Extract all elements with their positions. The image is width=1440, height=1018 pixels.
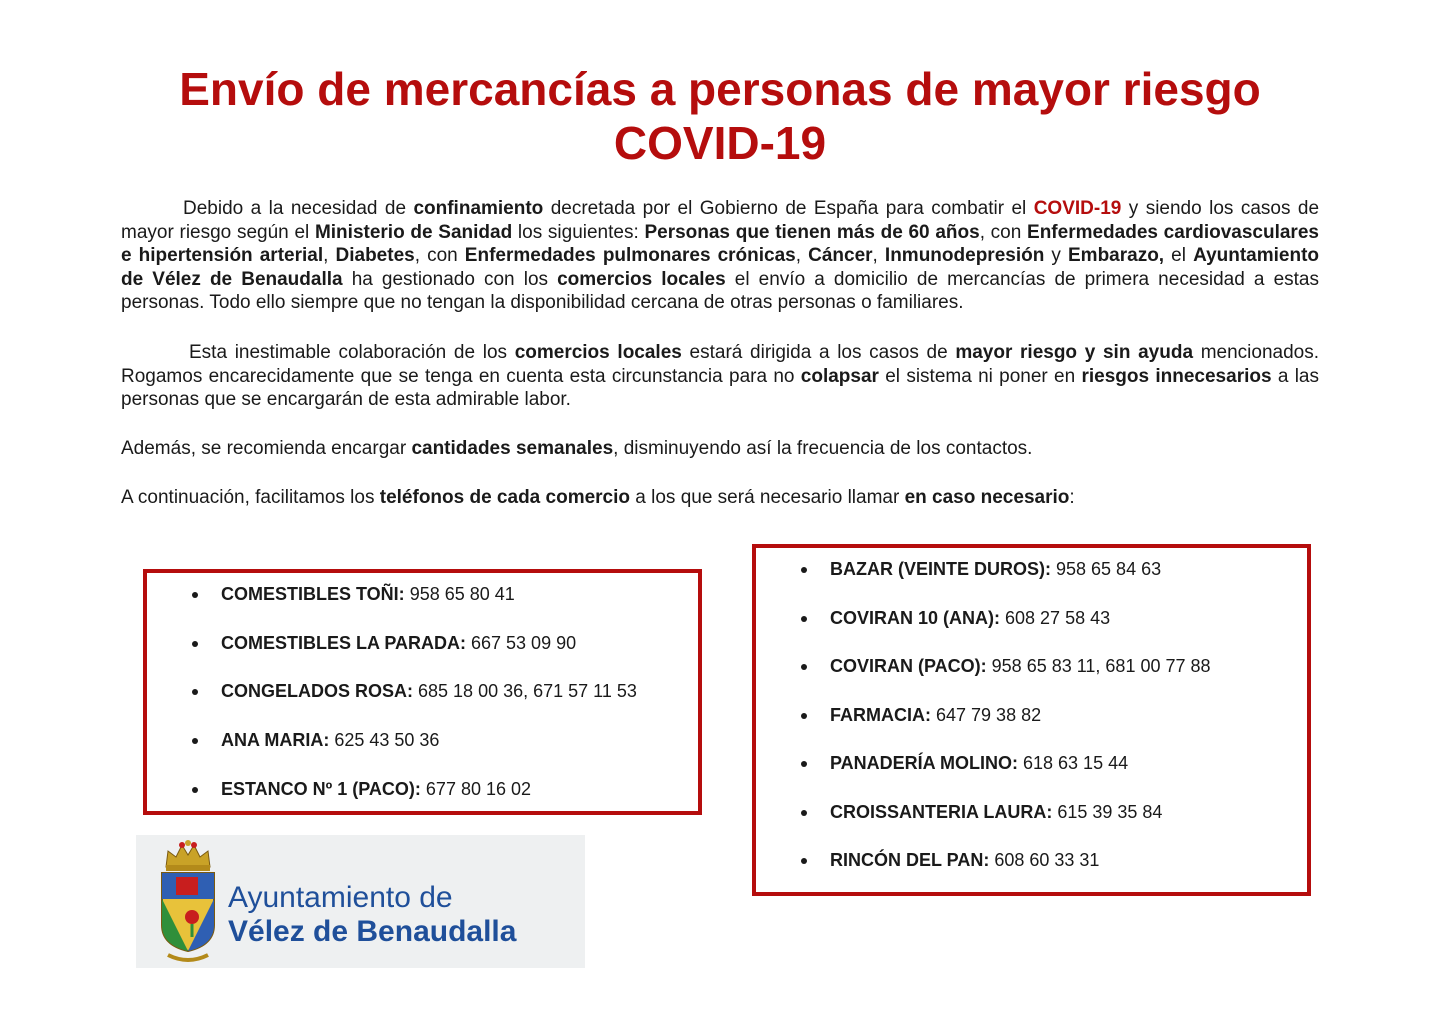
bullet-icon	[192, 738, 198, 744]
paragraph-recommendation: Además, se recomienda encargar cantidades semanales, disminuyendo así la frecuencia de los contactos.	[121, 438, 1033, 459]
bullet-icon	[192, 787, 198, 793]
bullet-icon	[801, 616, 807, 622]
paragraph-collaboration: Esta inestimable colaboración de los comercios locales estará dirigida a los casos de mayor riesgo y sin ayuda mencionados. Rogamos encarecidamente que se tenga en cuenta esta circunstancia para no colapsar el sistema ni poner en riesgos innecesarios a las personas que se encargarán de esta admirable labor.	[121, 342, 1319, 411]
shops-box-left	[143, 569, 702, 815]
list-item: PANADERÍA MOLINO: 618 63 15 44	[830, 752, 1128, 774]
bullet-icon	[192, 689, 198, 695]
list-item: BAZAR (VEINTE DUROS): 958 65 84 63	[830, 558, 1161, 580]
bullet-icon	[801, 858, 807, 864]
list-item: COVIRAN (PACO): 958 65 83 11, 681 00 77 88	[830, 655, 1211, 677]
list-item: ANA MARIA: 625 43 50 36	[221, 729, 439, 751]
bullet-icon	[801, 810, 807, 816]
list-item: COMESTIBLES TOÑI: 958 65 80 41	[221, 583, 515, 605]
list-item: RINCÓN DEL PAN: 608 60 33 31	[830, 849, 1099, 871]
paragraph-intro: Debido a la necesidad de confinamiento decretada por el Gobierno de España para combatir el COVID-19 y siendo los casos de mayor riesgo según el Ministerio de Sanidad los siguientes: Personas que tienen más de 60 años, con Enfermedades cardiovasculares e hipertensión arterial, Diabetes, con Enfermedades pulmonares crónicas, Cáncer, Inmunodepresión y Embarazo, el Ayuntamiento de Vélez de Benaudalla ha gestionado con los comercios locales el envío a domicilio de mercancías de primera necesidad a estas personas. Todo ello siempre que no tengan la disponibilidad cercana de otras personas o familiares.	[121, 198, 1320, 314]
list-item: CONGELADOS ROSA: 685 18 00 36, 671 57 11 53	[221, 680, 637, 702]
page-title	[0, 62, 1440, 170]
coat-of-arms-icon	[158, 839, 218, 965]
title-line-2: COVID-19	[613, 117, 827, 169]
bullet-icon	[192, 641, 198, 647]
bullet-icon	[801, 664, 807, 670]
logo-line-2: Vélez de Benaudalla	[228, 915, 517, 948]
shops-box-right	[752, 544, 1311, 896]
bullet-icon	[801, 567, 807, 573]
list-item: ESTANCO Nº 1 (PACO): 677 80 16 02	[221, 778, 531, 800]
town-hall-logo	[136, 835, 585, 968]
list-item: CROISSANTERIA LAURA: 615 39 35 84	[830, 801, 1162, 823]
bullet-icon	[801, 713, 807, 719]
list-item: FARMACIA: 647 79 38 82	[830, 704, 1041, 726]
bullet-icon	[192, 592, 198, 598]
list-item: COMESTIBLES LA PARADA: 667 53 09 90	[221, 632, 576, 654]
list-item: COVIRAN 10 (ANA): 608 27 58 43	[830, 607, 1110, 629]
logo-line-1: Ayuntamiento de	[228, 881, 453, 914]
paragraph-phones-intro: A continuación, facilitamos los teléfonos de cada comercio a los que será necesario llamar en caso necesario:	[121, 487, 1075, 508]
title-line-1: Envío de mercancías a personas de mayor riesgo	[179, 63, 1261, 115]
bullet-icon	[801, 761, 807, 767]
